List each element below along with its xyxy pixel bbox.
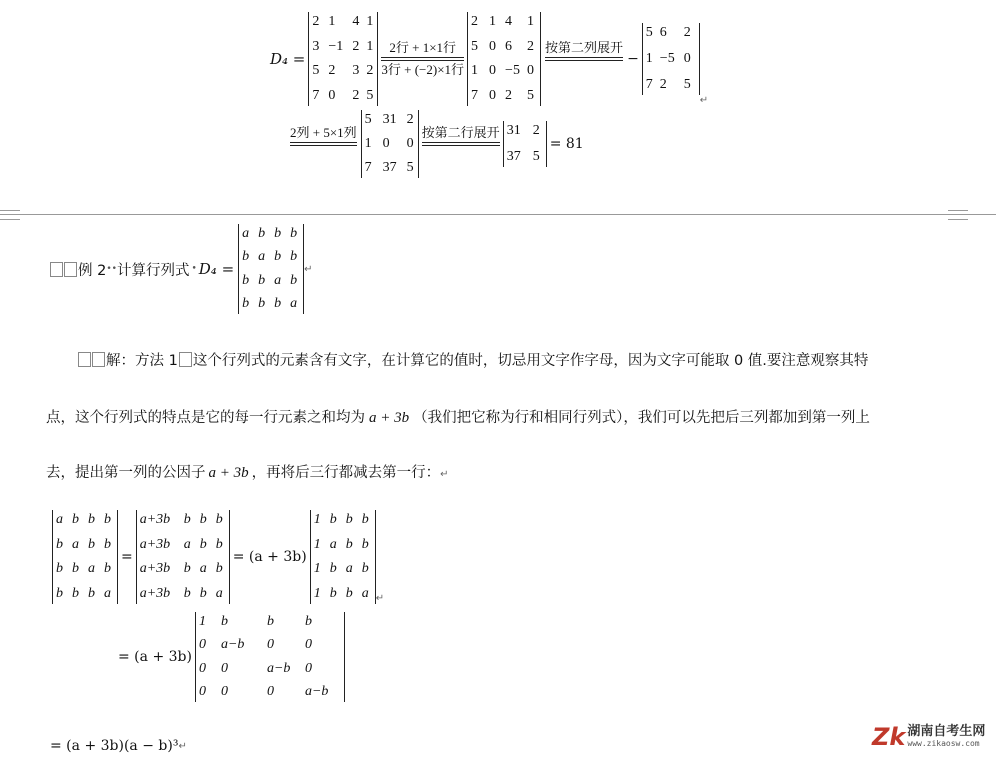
matrix-cell: a xyxy=(183,536,191,552)
determinant-1 xyxy=(308,12,378,106)
matrix-row xyxy=(312,88,374,104)
example2-lhs: D₄ = xyxy=(198,260,235,278)
determinant-a xyxy=(52,510,118,604)
divider-right-marker xyxy=(948,210,968,220)
matrix-cell: 37 xyxy=(506,149,521,164)
matrix-cell: 0 xyxy=(198,637,206,653)
matrix-cell: b xyxy=(329,585,337,601)
paragraph-mark: ↵ xyxy=(440,469,449,480)
matrix-cell: 0 xyxy=(489,87,497,103)
matrix-cell: b xyxy=(290,272,298,288)
solution-line-3 xyxy=(46,461,449,482)
matrix-cell: b xyxy=(304,614,312,629)
matrix-cell: 2 xyxy=(683,25,691,40)
example-text: 计算行列式 xyxy=(116,262,190,279)
matrix-cell: a−b xyxy=(266,660,291,676)
matrix-cell: 2 xyxy=(352,38,360,54)
matrix-cell: a xyxy=(274,272,282,288)
matrix-row xyxy=(140,561,226,577)
matrix-cell: 1 xyxy=(366,14,374,29)
matrix-cell: b xyxy=(242,249,250,265)
matrix-cell: b xyxy=(345,585,353,601)
matrix-cell: b xyxy=(104,536,111,552)
derivation-line-1 xyxy=(52,510,384,604)
matrix-cell: 1 xyxy=(364,136,372,151)
matrix-row xyxy=(56,512,114,528)
matrix-cell: 31 xyxy=(506,123,521,138)
matrix-cell: 2 xyxy=(471,14,479,29)
expand-row-arrow xyxy=(422,124,500,164)
matrix-cell: 1 xyxy=(645,51,653,66)
determinant-4 xyxy=(361,110,419,178)
matrix-row xyxy=(365,112,415,128)
solution-line-1 xyxy=(78,349,868,370)
site-logo: Zk xyxy=(872,722,906,751)
matrix-cell: b xyxy=(104,561,111,577)
matrix-row xyxy=(199,614,341,630)
matrix-cell: 5 xyxy=(527,87,535,103)
matrix-cell: a xyxy=(290,295,298,311)
matrix-row xyxy=(365,160,415,176)
matrix-cell: 2 xyxy=(406,112,414,127)
matrix-cell: 5 xyxy=(406,160,414,175)
matrix-cell: a xyxy=(199,561,207,577)
matrix-cell: b xyxy=(266,614,274,629)
paragraph-mark: ↵ xyxy=(304,263,313,275)
matrix-cell: b xyxy=(242,272,250,288)
matrix-cell: 0 xyxy=(304,637,312,653)
operation-top-label: 2行 + 1×1行 xyxy=(389,40,457,55)
solution-text: 去，提出第一列的公因子 xyxy=(46,465,206,481)
matrix-cell: 3 xyxy=(352,63,360,79)
matrix-cell: a xyxy=(88,561,95,577)
matrix-cell: 2 xyxy=(505,87,513,103)
matrix-row xyxy=(242,273,300,289)
determinant-c xyxy=(310,510,376,604)
matrix-cell: −5 xyxy=(659,51,675,66)
site-watermark xyxy=(872,724,985,749)
matrix-cell: 0 xyxy=(683,51,691,66)
matrix-row xyxy=(199,637,341,653)
matrix-cell: b xyxy=(361,561,369,577)
matrix-cell: 0 xyxy=(198,660,206,676)
operation-bottom-label: 3行 + (−2)×1行 xyxy=(381,62,465,77)
matrix-cell: b xyxy=(361,512,369,527)
final-result: = (a + 3b)(a − b)³ xyxy=(50,738,179,754)
matrix-cell: a xyxy=(242,226,250,241)
site-url: www.zikaosw.com xyxy=(907,739,980,748)
matrix-cell: b xyxy=(345,536,353,552)
matrix-cell: b xyxy=(215,536,223,552)
matrix-row xyxy=(242,249,300,265)
matrix-row xyxy=(56,537,114,553)
matrix-cell: 1 xyxy=(313,536,321,552)
matrix-cell: −1 xyxy=(328,38,344,54)
matrix-cell: a xyxy=(329,536,337,552)
matrix-cell: 1 xyxy=(471,63,479,79)
matrix-cell: 37 xyxy=(382,160,397,175)
matrix-cell: 5 xyxy=(312,63,320,79)
matrix-cell: b xyxy=(258,295,266,311)
matrix-cell: 0 xyxy=(382,136,390,151)
matrix-cell: 0 xyxy=(489,38,497,54)
matrix-cell: b xyxy=(274,226,282,241)
matrix-row xyxy=(507,123,543,139)
matrix-cell: 5 xyxy=(645,25,653,40)
matrix-row xyxy=(56,561,114,577)
matrix-row xyxy=(140,512,226,528)
matrix-cell: b xyxy=(274,249,282,265)
matrix-cell: a xyxy=(345,561,353,577)
matrix-cell: b xyxy=(329,561,337,577)
matrix-cell: b xyxy=(242,295,250,311)
matrix-cell: a xyxy=(72,536,79,552)
matrix-row xyxy=(471,39,537,55)
matrix-cell: b xyxy=(345,512,353,527)
matrix-row xyxy=(507,149,543,165)
matrix-cell: 2 xyxy=(328,63,336,79)
matrix-cell: 2 xyxy=(312,14,320,29)
matrix-cell: 2 xyxy=(366,63,374,79)
matrix-cell: b xyxy=(56,585,63,601)
expand-column-arrow xyxy=(545,39,623,79)
matrix-cell: 4 xyxy=(505,14,513,29)
matrix-row xyxy=(312,63,374,79)
matrix-cell: 0 xyxy=(198,683,206,699)
determinant-2 xyxy=(467,12,541,106)
matrix-cell: b xyxy=(104,512,111,527)
matrix-row xyxy=(314,512,372,528)
matrix-row xyxy=(312,14,374,30)
math-expression: a + 3b xyxy=(369,410,410,426)
matrix-cell: b xyxy=(220,614,228,629)
matrix-cell: 1 xyxy=(313,585,321,601)
matrix-cell: a xyxy=(104,585,111,601)
determinant-d xyxy=(195,612,345,702)
matrix-cell: b xyxy=(199,512,207,527)
matrix-cell: 0 xyxy=(266,637,274,653)
matrix-cell: a−b xyxy=(220,637,245,653)
solution-text: ，再将后三行都减去第一行： xyxy=(251,465,441,481)
matrix-cell: 1 xyxy=(328,14,336,29)
operation-top-label: 按第二列展开 xyxy=(545,40,624,55)
matrix-cell: 7 xyxy=(364,160,372,175)
matrix-row xyxy=(365,136,415,152)
example1-line2 xyxy=(288,110,584,178)
matrix-row xyxy=(312,39,374,55)
matrix-row xyxy=(646,51,696,67)
matrix-cell: 0 xyxy=(527,63,535,79)
placeholder-box-icon xyxy=(50,262,63,277)
solution-text: （我们把它称为行和相同行列式），我们可以先把后三列都加到第一列上 xyxy=(413,410,870,426)
result-value: = 81 xyxy=(549,136,584,152)
matrix-cell: 0 xyxy=(328,87,336,103)
matrix-row xyxy=(199,684,341,700)
matrix-cell: b xyxy=(215,561,223,577)
matrix-row xyxy=(199,661,341,677)
matrix-cell: b xyxy=(199,585,207,601)
matrix-cell: b xyxy=(183,585,191,601)
matrix-cell: a+3b xyxy=(139,561,171,577)
matrix-cell: 1 xyxy=(313,512,321,527)
matrix-cell: 3 xyxy=(312,38,320,54)
matrix-row xyxy=(242,296,300,312)
matrix-cell: 7 xyxy=(471,87,479,103)
matrix-cell: b xyxy=(290,226,298,241)
matrix-cell: 5 xyxy=(683,77,691,92)
operation-top-label: 2列 + 5×1列 xyxy=(290,125,357,140)
column-operation-arrow xyxy=(290,124,357,164)
matrix-cell: 0 xyxy=(304,660,312,676)
matrix-cell: a xyxy=(215,585,223,601)
matrix-cell: 2 xyxy=(527,38,535,54)
matrix-cell: 5 xyxy=(364,112,372,127)
matrix-row xyxy=(314,537,372,553)
paragraph-mark: ↵ xyxy=(699,95,709,106)
matrix-cell: b xyxy=(88,512,95,527)
matrix-cell: b xyxy=(258,272,266,288)
matrix-cell: b xyxy=(72,512,79,527)
matrix-cell: 0 xyxy=(266,683,274,699)
matrix-cell: b xyxy=(329,512,337,527)
matrix-cell: b xyxy=(183,561,191,577)
solution-text: 点，这个行列式的特点是它的每一行元素之和均为 xyxy=(46,410,365,426)
matrix-row xyxy=(242,226,300,242)
matrix-row xyxy=(140,586,226,602)
matrix-cell: 6 xyxy=(505,38,513,54)
matrix-cell: 7 xyxy=(312,87,320,103)
matrix-cell: b xyxy=(88,536,95,552)
divider-left-marker xyxy=(0,210,20,220)
math-expression: a + 3b xyxy=(208,465,249,481)
common-factor: = (a + 3b) xyxy=(118,649,192,665)
matrix-cell: 5 xyxy=(366,87,374,103)
matrix-cell: b xyxy=(258,226,266,241)
matrix-row xyxy=(471,63,537,79)
matrix-cell: b xyxy=(88,585,95,601)
determinant-example2 xyxy=(238,224,304,314)
site-name: 湖南自考生网 xyxy=(907,724,986,739)
matrix-cell: 0 xyxy=(220,683,228,699)
matrix-cell: 2 xyxy=(659,77,667,92)
bullet-dots: •• xyxy=(106,264,117,274)
matrix-cell: 0 xyxy=(220,660,228,676)
matrix-cell: b xyxy=(183,512,191,527)
solution-text: 这个行列式的元素含有文字，在计算它的值时，切忌用文字作字母，因为文字可能取 0 值.要注意观察其特 xyxy=(192,353,869,369)
matrix-cell: a xyxy=(56,512,63,527)
solution-line-2 xyxy=(46,406,870,427)
equals-sign: = xyxy=(121,549,133,565)
page-divider xyxy=(0,214,996,215)
matrix-cell: 5 xyxy=(471,38,479,54)
matrix-cell: 6 xyxy=(659,25,667,40)
matrix-cell: 31 xyxy=(382,112,397,127)
matrix-cell: b xyxy=(199,536,207,552)
matrix-row xyxy=(140,537,226,553)
matrix-row xyxy=(56,586,114,602)
matrix-row xyxy=(314,561,372,577)
example1-lhs: D₄ = xyxy=(270,50,306,68)
matrix-cell: 1 xyxy=(489,14,497,29)
determinant-5 xyxy=(503,121,547,167)
example2-heading: 例 2 •• 计算行列式 • D₄ = a b b b b a b b b b a b b b b a ↵ xyxy=(50,224,313,314)
matrix-cell: 2 xyxy=(352,87,360,103)
matrix-cell: b xyxy=(56,561,63,577)
determinant-3 xyxy=(642,23,700,95)
matrix-row xyxy=(471,14,537,30)
common-factor: = (a + 3b) xyxy=(232,549,307,565)
matrix-cell: b xyxy=(56,536,63,552)
matrix-cell: a+3b xyxy=(139,512,171,527)
matrix-cell: 0 xyxy=(489,63,497,79)
matrix-cell: 4 xyxy=(352,14,360,29)
example-label: 例 2 xyxy=(78,262,107,279)
matrix-cell: 1 xyxy=(313,561,321,577)
matrix-row xyxy=(314,586,372,602)
matrix-cell: 1 xyxy=(527,14,535,29)
matrix-cell: a xyxy=(258,249,266,265)
matrix-cell: 2 xyxy=(532,123,540,138)
example1-line1 xyxy=(270,12,708,106)
paragraph-mark: ↵ xyxy=(375,593,385,604)
matrix-row xyxy=(471,88,537,104)
matrix-cell: a xyxy=(361,585,369,601)
matrix-cell: b xyxy=(361,536,369,552)
matrix-cell: 1 xyxy=(198,614,206,629)
matrix-cell: 1 xyxy=(366,38,374,54)
operation-top-label: 按第二行展开 xyxy=(421,125,500,140)
matrix-cell: 0 xyxy=(406,136,414,151)
paragraph-mark: ↵ xyxy=(178,740,187,752)
matrix-cell: 7 xyxy=(645,77,653,92)
matrix-cell: b xyxy=(72,585,79,601)
matrix-cell: b xyxy=(215,512,223,527)
matrix-cell: a+3b xyxy=(139,585,171,601)
matrix-cell: −5 xyxy=(505,63,520,79)
matrix-row xyxy=(646,77,696,93)
determinant-b xyxy=(136,510,230,604)
matrix-cell: a+3b xyxy=(139,536,171,552)
row-operation-arrow xyxy=(381,39,464,79)
matrix-cell: b xyxy=(72,561,79,577)
solution-method-label: 解：方法 1 xyxy=(106,353,178,369)
minus-sign: − xyxy=(627,51,639,67)
placeholder-box-icon xyxy=(64,262,77,277)
matrix-cell: 5 xyxy=(532,149,540,164)
matrix-cell: b xyxy=(274,295,282,311)
derivation-line-2 xyxy=(118,612,345,702)
derivation-result xyxy=(50,738,187,754)
matrix-cell: a−b xyxy=(304,683,329,699)
matrix-row xyxy=(646,25,696,41)
matrix-cell: b xyxy=(290,249,298,265)
